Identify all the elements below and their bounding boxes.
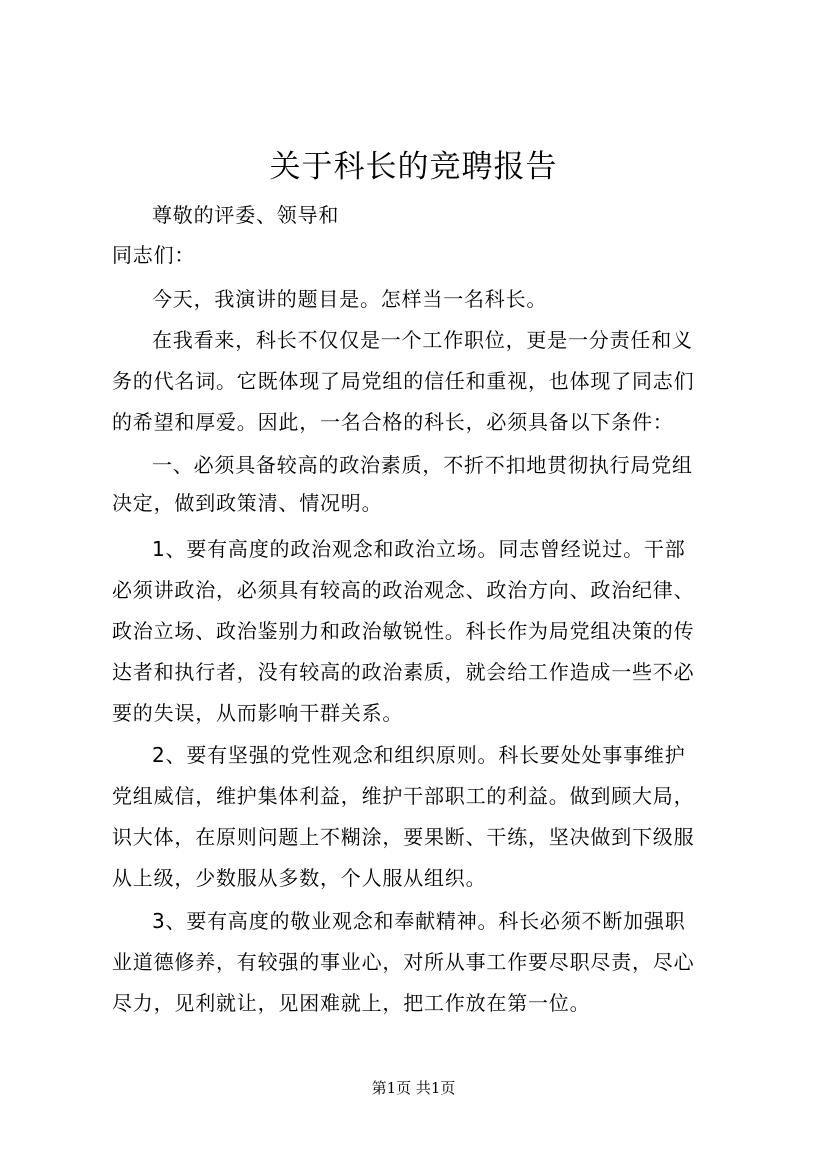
paragraph-6-line-3: 尽力，见利就让，见困难就上，把工作放在第一位。 — [112, 991, 591, 1015]
document-title: 关于科长的竞聘报告 — [269, 149, 558, 185]
paragraph-2-line-3: 的希望和厚爱。因此，一名合格的科长，必须具备以下条件： — [112, 410, 674, 434]
page-number-footer: 第1页 共1页 — [371, 1079, 456, 1097]
paragraph-6-line-1: 3、要有高度的敬业观念和奉献精神。科长必须不断加强职 — [152, 909, 686, 933]
paragraph-3-line-2: 决定，做到政策清、情况明。 — [112, 491, 383, 515]
greeting-line-2: 同志们： — [112, 243, 196, 267]
paragraph-6-line-2: 业道德修养，有较强的事业心，对所从事工作要尽职尽责，尽心 — [112, 950, 695, 974]
paragraph-5-line-1: 2、要有坚强的党性观念和组织原则。科长要处处事事维护 — [152, 743, 686, 767]
paragraph-4-line-3: 政治立场、政治鉴别力和政治敏锐性。科长作为局党组决策的传 — [112, 619, 695, 643]
paragraph-1-line-1: 今天，我演讲的题目是。怎样当一名科长。 — [152, 287, 548, 311]
paragraph-4-line-1: 1、要有高度的政治观念和政治立场。同志曾经说过。干部 — [152, 537, 686, 561]
paragraph-5-line-2: 党组威信，维护集体利益，维护干部职工的利益。做到顾大局， — [112, 784, 695, 808]
paragraph-4-line-2: 必须讲政治，必须具有较高的政治观念、政治方向、政治纪律、 — [112, 578, 695, 602]
greeting-line-1: 尊敬的评委、领导和 — [152, 203, 340, 227]
paragraph-5-line-4: 从上级，少数服从多数，个人服从组织。 — [112, 866, 487, 890]
paragraph-4-line-5: 要的失误，从而影响干群关系。 — [112, 701, 404, 725]
paragraph-4-line-4: 达者和执行者，没有较高的政治素质，就会给工作造成一些不必 — [112, 660, 695, 684]
paragraph-3-line-1: 一、必须具备较高的政治素质，不折不扣地贯彻执行局党组 — [152, 453, 693, 477]
paragraph-5-line-3: 识大体，在原则问题上不糊涂，要果断、干练，坚决做到下级服 — [112, 825, 695, 849]
paragraph-2-line-2: 务的代名词。它既体现了局党组的信任和重视，也体现了同志们 — [112, 369, 695, 393]
paragraph-2-line-1: 在我看来，科长不仅仅是一个工作职位，更是一分责任和义 — [152, 328, 693, 352]
